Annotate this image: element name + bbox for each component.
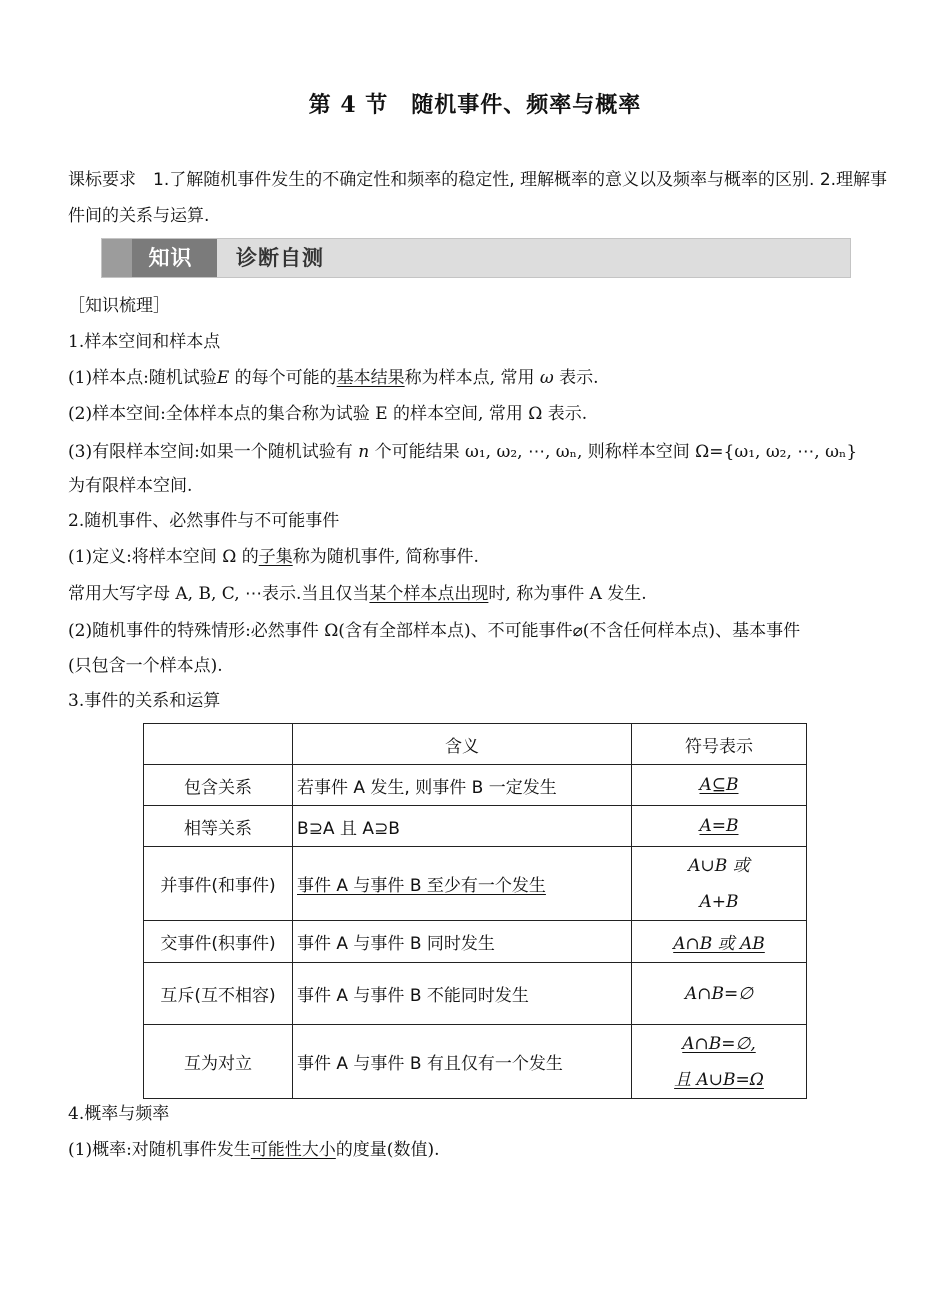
para-2-2: 常用大写字母 A, B, C, ⋯表示.当且仅当某个样本点出现时, 称为事件 A 发生. [68, 584, 647, 604]
page-title: 第 4 节 随机事件、频率与概率 [308, 92, 642, 118]
header-cell: 符号表示 [632, 724, 807, 765]
table-row [144, 921, 807, 963]
relation-meaning: 事件 A 与事件 B 不能同时发生 [293, 963, 632, 1025]
relation-symbol: A⊆B [632, 765, 807, 806]
para-1-3: (3)有限样本空间:如果一个随机试验有 n 个可能结果 ω₁, ω₂, ⋯, ωₙ, 则称样本空间 Ω={ω₁, ω₂, ⋯, ωₙ} [68, 442, 858, 462]
para-2-3: (2)随机事件的特殊情形:必然事件 Ω(含有全部样本点)、不可能事件⌀(不含任何样本点)、基本事件 [68, 621, 801, 641]
relation-symbol: A∩B 或 AB [632, 921, 807, 963]
event-relations-table [143, 723, 807, 1099]
relation-meaning: 事件 A 与事件 B 有且仅有一个发生 [293, 1025, 632, 1099]
table-row [144, 806, 807, 847]
para-1-2: (2)样本空间:全体样本点的集合称为试验 E 的样本空间, 常用 Ω 表示. [68, 404, 588, 424]
header-cell: 含义 [293, 724, 632, 765]
heading-1: 1.样本空间和样本点 [68, 332, 221, 352]
relation-name: 相等关系 [144, 806, 293, 847]
section-banner [101, 238, 851, 278]
banner-right: 诊断自测 [236, 246, 324, 270]
heading-3: 3.事件的关系和运算 [68, 691, 221, 711]
para-1-1: (1)样本点:随机试验E 的每个可能的基本结果称为样本点, 常用 ω 表示. [68, 368, 599, 388]
curriculum-requirements: 课标要求 1.了解随机事件发生的不确定性和频率的稳定性, 理解概率的意义以及频率与概率的区别. 2.理解事件间的关系与运算. [68, 170, 888, 226]
relation-symbol: A∩B=∅, 且 A∪B=Ω [632, 1025, 807, 1099]
header-cell [144, 724, 293, 765]
heading-2: 2.随机事件、必然事件与不可能事件 [68, 511, 340, 531]
table-row [144, 765, 807, 806]
para-2-1: (1)定义:将样本空间 Ω 的子集称为随机事件, 简称事件. [68, 547, 479, 567]
relation-symbol: A=B [632, 806, 807, 847]
relation-name: 包含关系 [144, 765, 293, 806]
relation-name: 并事件(和事件) [144, 847, 293, 921]
banner-left: 知识 [102, 239, 217, 277]
para-2-3-cont: (只包含一个样本点). [68, 656, 223, 676]
relation-meaning: 事件 A 与事件 B 至少有一个发生 [293, 847, 632, 921]
relation-meaning: 事件 A 与事件 B 同时发生 [293, 921, 632, 963]
para-1-3-cont: 为有限样本空间. [68, 476, 193, 496]
relation-meaning: B⊇A 且 A⊇B [293, 806, 632, 847]
relation-symbol: A∪B 或 A+B [632, 847, 807, 921]
knowledge-heading: ［知识梳理］ [68, 296, 170, 316]
table-row [144, 847, 807, 921]
relation-name: 互为对立 [144, 1025, 293, 1099]
relation-name: 互斥(互不相容) [144, 963, 293, 1025]
relation-name: 交事件(积事件) [144, 921, 293, 963]
relation-symbol: A∩B=∅ [632, 963, 807, 1025]
table-header-row [144, 724, 807, 765]
heading-4: 4.概率与频率 [68, 1104, 170, 1124]
relation-meaning: 若事件 A 发生, 则事件 B 一定发生 [293, 765, 632, 806]
table-row [144, 1025, 807, 1099]
para-4-1: (1)概率:对随机事件发生可能性大小的度量(数值). [68, 1140, 440, 1160]
table-row [144, 963, 807, 1025]
